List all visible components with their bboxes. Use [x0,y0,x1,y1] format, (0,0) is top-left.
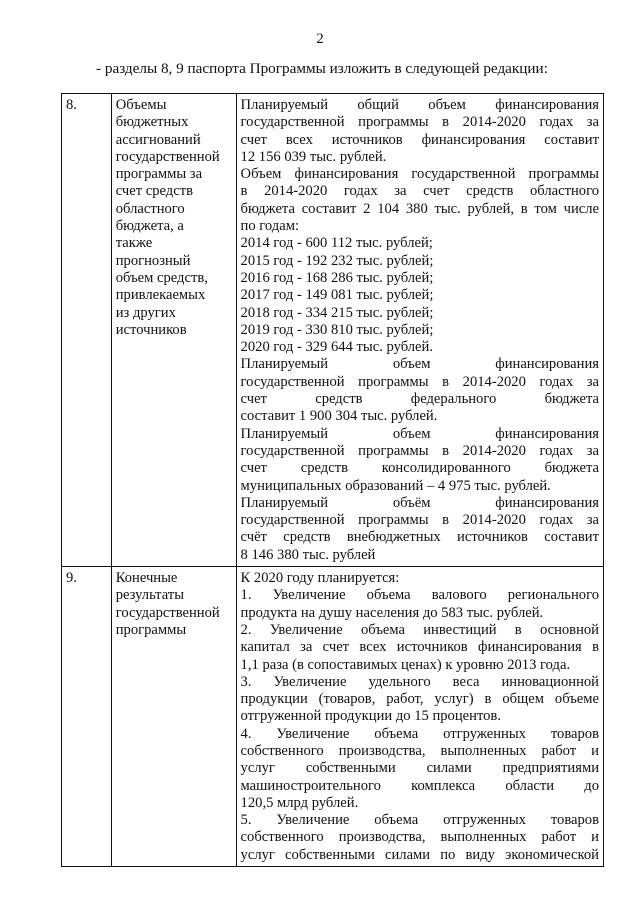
content-line: Объем финансирования государственной программы [240,166,599,183]
section-name-line: счет средств [115,183,193,200]
content-line: капитал за счет всех источников финансирования в [240,639,599,656]
content-line: Планируемый объем финансирования [240,356,599,373]
section-name-line: результаты [115,587,185,604]
section-name-line: источников [115,321,187,338]
content-line: по годам: [240,218,299,235]
content-paragraph [241,570,599,587]
content-line: продукции (товаров, работ, услуг) в общем объеме [240,691,599,708]
content-line: государственной программы в 2014-2020 годах за [240,442,599,459]
section-name-line: Объемы [115,97,167,113]
section-name [111,567,236,867]
content-line: 8 146 380 тыс. рублей [240,546,376,563]
section-name-line: государственной [115,148,220,165]
section-number: 8. [62,94,112,567]
section-name-line: государственной [115,604,220,621]
section-name-line: объем средств, [115,269,208,286]
content-line: К 2020 году планируется: [240,570,400,587]
content-line: государственной программы в 2014-2020 годах за [240,373,599,390]
content-paragraph [241,426,599,495]
table-row [62,94,604,567]
content-line: в 2014-2020 годах за счет средств областного [240,183,599,200]
content-line: 2016 год - 168 286 тыс. рублей; [240,269,434,286]
content-line: собственного производства, выполненных работ и [240,829,599,846]
passport-table [61,93,604,867]
section-name-line: бюджетных [115,114,189,131]
content-line: составит 1 900 304 тыс. рублей. [240,408,438,425]
content-line: 2. Увеличение объема инвестиций в основной [240,621,599,638]
section-name-line: из других [115,304,176,321]
section-name-line: ассигнований [115,131,201,148]
content-line: 5. Увеличение объема отгруженных товаров [240,812,599,829]
section-name [111,94,236,567]
content-paragraph [241,495,599,564]
content-line: 12 156 039 тыс. рублей. [240,148,387,165]
content-line: продукта на душу населения до 583 тыс. рублей. [240,604,544,621]
section-name-line: бюджета, а [115,218,184,235]
content-line: 1. Увеличение объема валового регионального [240,587,599,604]
content-line: 3. Увеличение удельного веса инновационной [240,673,599,690]
content-paragraph [241,674,599,726]
content-line: счет средств консолидированного бюджета [240,460,599,477]
page-number: 2 [316,31,324,47]
content-paragraph [241,339,599,356]
content-paragraph [241,270,599,287]
content-paragraph [241,287,599,304]
content-paragraph [241,235,599,252]
section-name-line: программы за [115,166,203,183]
table-row [62,567,604,867]
content-line: отгруженной продукции до 15 процентов. [240,708,501,725]
content-line: государственной программы в 2014-2020 годах за [240,512,599,529]
content-line: услуг собственными силами предприятиями [240,760,599,777]
content-paragraph [241,622,599,674]
section-name-line: областного [115,200,185,217]
content-line: счет средств федерального бюджета [240,391,599,408]
content-line: собственного производства, выполненных работ и [240,742,599,759]
content-line: 2015 год - 192 232 тыс. рублей; [240,252,434,269]
content-line: Планируемый объем финансирования [240,425,599,442]
content-paragraph [241,356,599,425]
section-content [236,567,603,867]
content-paragraph [241,587,599,622]
content-line: 2014 год - 600 112 тыс. рублей; [240,235,433,252]
content-line: 2018 год - 334 215 тыс. рублей; [240,304,434,321]
content-line: 2019 год - 330 810 тыс. рублей; [240,321,434,338]
content-line: государственной программы в 2014-2020 годах за [240,114,599,131]
content-line: 2017 год - 149 081 тыс. рублей; [240,287,434,304]
section-name-line: программы [115,621,187,638]
content-line: муниципальных образований – 4 975 тыс. рублей. [240,477,551,494]
content-line: 120,5 млрд рублей. [240,794,359,811]
section-name-line: привлекаемых [115,287,206,304]
content-line: 1,1 раза (в сопоставимых ценах) к уровню 2013 года. [240,656,571,673]
content-line: 4. Увеличение объема отгруженных товаров [240,725,599,742]
section-name-line: Конечные [115,570,178,587]
section-name-line: прогнозный [115,252,191,269]
section-number: 9. [62,567,112,867]
content-paragraph [241,97,599,166]
content-line: счет всех источников финансирования составит [240,131,599,148]
content-line: бюджета составит 2 104 380 тыс. рублей, в том числе [240,200,599,217]
content-paragraph [241,166,599,235]
content-line: машиностроительного комплекса области до [240,777,599,794]
content-paragraph [241,726,599,812]
content-line: услуг собственными силами по виду экономической [240,846,599,863]
content-line: Планируемый объём финансирования [240,494,599,511]
intro-text: - разделы 8, 9 паспорта Программы изложить в следующей редакции: [96,60,548,77]
content-paragraph [241,812,599,864]
section-name-line: также [115,235,153,252]
section-content [236,94,603,567]
content-paragraph [241,305,599,322]
content-line: счёт средств внебюджетных источников составит [240,529,599,546]
content-paragraph [241,253,599,270]
content-line: 2020 год - 329 644 тыс. рублей. [240,339,433,356]
content-paragraph [241,322,599,339]
content-line: Планируемый общий объем финансирования [240,97,599,113]
